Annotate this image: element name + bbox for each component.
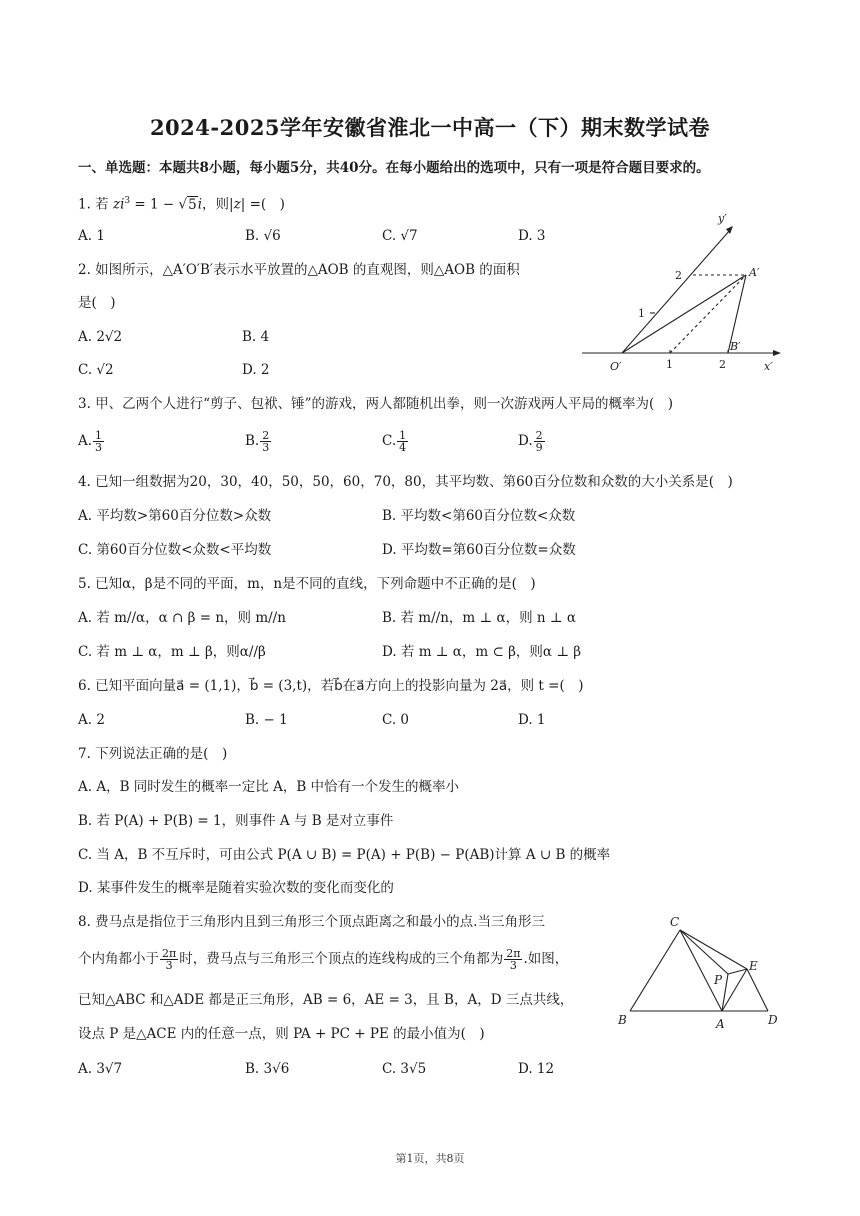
- section-heading: 一、单选题：本题共8小题，每小题5分，共40分。在每小题给出的选项中，只有一项是符合题目要求的。: [78, 160, 710, 176]
- y-axis-label: y′: [718, 212, 727, 225]
- question-8-stem-line4: 设点 P 是△ACE 内的任意一点，则 PA + PC + PE 的最小值为( ): [78, 1026, 485, 1042]
- question-4-option-c[interactable]: C. 第60百分位数<众数<平均数: [78, 542, 272, 558]
- question-5-stem: 5. 已知α，β是不同的平面，m，n是不同的直线，下列命题中不正确的是( ): [78, 576, 536, 592]
- x-tick-label-1: 1: [666, 358, 673, 371]
- question-1-option-b[interactable]: B. √6: [245, 228, 281, 244]
- question-2-option-b[interactable]: B. 4: [242, 329, 270, 345]
- question-4-option-a[interactable]: A. 平均数>第60百分位数>众数: [78, 508, 272, 524]
- question-8-option-d[interactable]: D. 12: [518, 1061, 555, 1077]
- question-7-stem: 7. 下列说法正确的是( ): [78, 746, 228, 762]
- y-tick-label-2: 2: [675, 269, 682, 282]
- point-a-label: A: [716, 1017, 725, 1031]
- question-8-stem-line1: 8. 费马点是指位于三角形内且到三角形三个顶点距离之和最小的点.当三角形三: [78, 914, 545, 930]
- question-4-option-b[interactable]: B. 平均数<第60百分位数<众数: [382, 508, 576, 524]
- question-2-stem-line2: 是( ): [78, 295, 116, 311]
- point-b-label: B: [618, 1013, 627, 1027]
- question-6-option-a[interactable]: A. 2: [78, 712, 105, 728]
- segment-e-d: [747, 969, 768, 1011]
- question-6-option-b[interactable]: B. − 1: [245, 712, 288, 728]
- point-d-label: D: [768, 1013, 778, 1027]
- fermat-point-figure: [610, 910, 790, 1035]
- question-8-stem-line2: 个内角都小于 $\frac{2\pi}{3}$ 时，费马点与三角形三个顶点的连线构成的三个角都为 $\frac{2\pi}{3}$ .如图，: [78, 947, 569, 972]
- question-3-stem: 3. 甲、乙两个人进行“剪子、包袱、锤”的游戏，两人都随机出拳，则一次游戏两人平局的概率为( ): [78, 396, 674, 412]
- question-7-option-a[interactable]: A. A，B 同时发生的概率一定比 A，B 中恰有一个发生的概率小: [78, 779, 460, 795]
- segment-b-c: [630, 930, 680, 1011]
- page-title: 2024-2025学年安徽省淮北一中高一（下）期末数学试卷: [149, 115, 711, 140]
- question-1-option-c[interactable]: C. √7: [382, 228, 418, 244]
- point-a-label: A′: [749, 266, 760, 279]
- question-7-option-c[interactable]: C. 当 A，B 不互斥时，可由公式 P(A ∪ B) = P(A) + P(B) − P(AB)计算 A ∪ B 的概率: [78, 847, 611, 863]
- point-b-label: B′: [730, 340, 741, 353]
- question-5-option-b[interactable]: B. 若 m//n，m ⊥ α，则 n ⊥ α: [382, 610, 576, 626]
- x-axis-arrow: [773, 350, 781, 356]
- question-2-option-c[interactable]: C. √2: [78, 362, 114, 378]
- question-8-option-a[interactable]: A. 3√7: [78, 1061, 123, 1077]
- question-5-option-d[interactable]: D. 若 m ⊥ α，m ⊂ β，则α ⊥ β: [382, 644, 582, 660]
- question-2-option-d[interactable]: D. 2: [242, 362, 270, 378]
- question-1-stem: 1. 若 $zi^3 = 1 - √5i$，则|z| =( ): [78, 196, 285, 213]
- question-8-stem-line3: 已知△ABC 和△ADE 都是正三角形，AB = 6，AE = 3，且 B，A，D 三点共线，: [78, 992, 574, 1008]
- point-c-label: C: [670, 915, 680, 929]
- question-4-stem: 4. 已知一组数据为20，30，40，50，50，60，70，80，其平均数、第60百分位数和众数的大小关系是( ): [78, 474, 733, 490]
- oblique-projection-figure: [580, 210, 785, 380]
- question-7-option-d[interactable]: D. 某事件发生的概率是随着实验次数的变化而变化的: [78, 880, 394, 896]
- question-3-option-b[interactable]: B. $\frac{2}{3}$: [245, 429, 270, 454]
- question-6-stem: 6. 已知平面向量a⃗ = (1,1)，b⃗ = (3,t)，若b⃗在a⃗方向上的投影向量为 2a⃗，则 t =( ): [78, 678, 584, 694]
- question-1-option-a[interactable]: A. 1: [78, 228, 105, 244]
- question-1-option-d[interactable]: D. 3: [518, 228, 546, 244]
- x-tick-label-2: 2: [719, 358, 726, 371]
- question-7-option-b[interactable]: B. 若 P(A) + P(B) = 1，则事件 A 与 B 是对立事件: [78, 813, 394, 829]
- point-e-label: E: [749, 959, 758, 973]
- origin-label: O′: [610, 360, 622, 373]
- segment-c-p: [680, 930, 728, 974]
- x-axis-label: x′: [764, 360, 773, 373]
- question-5-option-a[interactable]: A. 若 m//α，α ∩ β = n，则 m//n: [78, 610, 286, 626]
- question-6-option-c[interactable]: C. 0: [382, 712, 410, 728]
- point-p-label: P: [714, 973, 723, 987]
- question-6-option-d[interactable]: D. 1: [518, 712, 546, 728]
- question-3-option-a[interactable]: A. $\frac{1}{3}$: [78, 429, 103, 454]
- question-2-option-a[interactable]: A. 2√2: [78, 329, 123, 345]
- question-8-option-c[interactable]: C. 3√5: [382, 1061, 427, 1077]
- y-tick-label-1: 1: [638, 307, 645, 320]
- question-3-option-c[interactable]: C. $\frac{1}{4}$: [382, 429, 407, 454]
- page-footer: 第1页，共8页: [395, 1152, 465, 1165]
- question-2-stem-line1: 2. 如图所示，△A′O′B′表示水平放置的△AOB 的直观图，则△AOB 的面积: [78, 262, 520, 278]
- question-8-option-b[interactable]: B. 3√6: [245, 1061, 290, 1077]
- question-5-option-c[interactable]: C. 若 m ⊥ α，m ⊥ β，则α//β: [78, 644, 266, 660]
- question-4-option-d[interactable]: D. 平均数=第60百分位数=众数: [382, 542, 576, 558]
- question-3-option-d[interactable]: D. $\frac{2}{9}$: [518, 429, 543, 454]
- y-axis-line: [622, 230, 730, 353]
